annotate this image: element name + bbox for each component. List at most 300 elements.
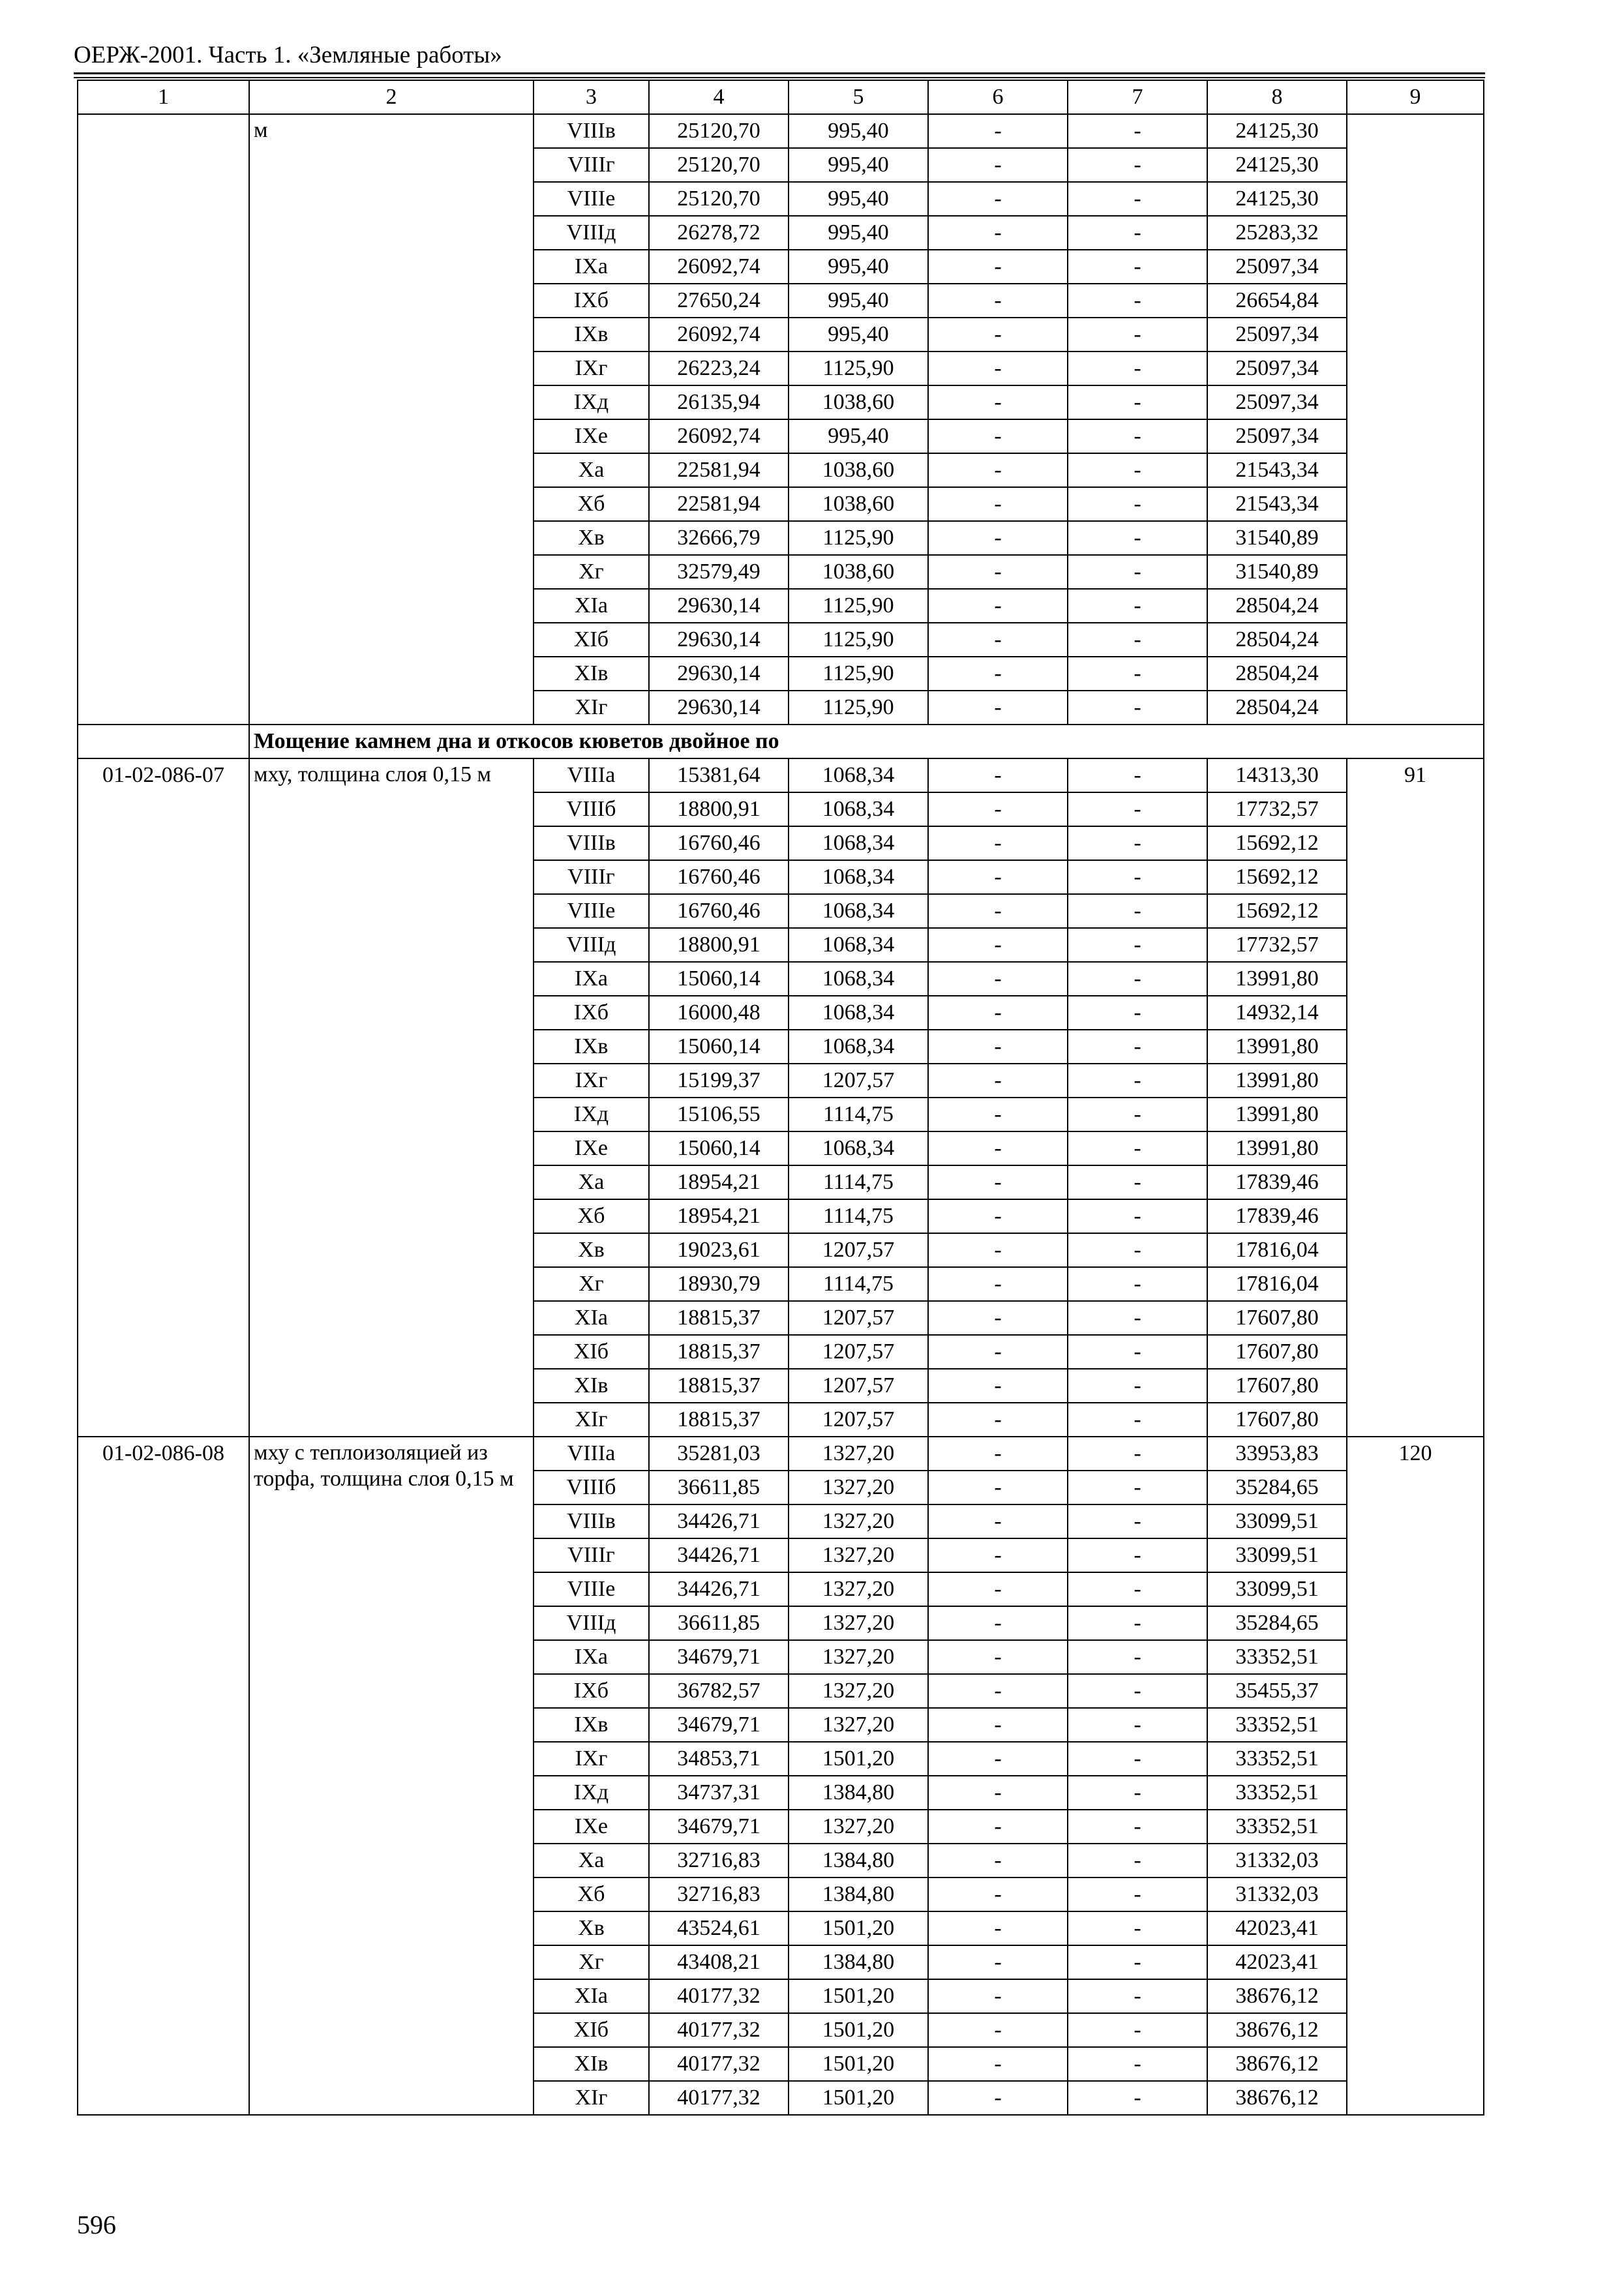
cell-col-7: -: [1068, 352, 1207, 385]
cell-col-5: 1327,20: [789, 1538, 928, 1572]
cell-col-8: 25097,34: [1207, 250, 1347, 284]
cell-col-5: 1327,20: [789, 1810, 928, 1844]
cell-col-8: 33352,51: [1207, 1810, 1347, 1844]
cell-col-3: VIIIб: [534, 792, 649, 826]
cell-col-3: Xв: [534, 1911, 649, 1945]
cell-col-5: 1207,57: [789, 1369, 928, 1403]
cell-col-3: XIв: [534, 1369, 649, 1403]
cell-col-4: 16000,48: [649, 996, 789, 1030]
page-number: 596: [77, 2210, 116, 2239]
cell-col-4: 18815,37: [649, 1369, 789, 1403]
cell-col-8: 25097,34: [1207, 352, 1347, 385]
cell-col-5: 1125,90: [789, 623, 928, 657]
cell-col-6: -: [928, 1233, 1068, 1267]
cell-col-3: Xб: [534, 1199, 649, 1233]
cell-col-6: -: [928, 623, 1068, 657]
work-description: м: [249, 114, 534, 725]
cell-col-8: 31332,03: [1207, 1878, 1347, 1911]
page-header: ОЕРЖ-2001. Часть 1. «Земляные работы»: [74, 42, 502, 68]
cell-col-5: 1327,20: [789, 1504, 928, 1538]
cell-col-5: 1207,57: [789, 1064, 928, 1098]
cell-col-7: -: [1068, 1979, 1207, 2013]
cell-col-5: 1327,20: [789, 1674, 928, 1708]
cell-col-5: 995,40: [789, 114, 928, 148]
cell-col-8: 25097,34: [1207, 318, 1347, 352]
cell-col-3: XIа: [534, 589, 649, 623]
cell-col-5: 995,40: [789, 419, 928, 453]
table-row: [78, 758, 1484, 792]
cell-col-6: -: [928, 2081, 1068, 2115]
col-header: 2: [249, 80, 534, 114]
cell-col-6: -: [928, 792, 1068, 826]
cell-col-4: 18815,37: [649, 1403, 789, 1437]
cell-col-8: 38676,12: [1207, 2013, 1347, 2047]
cell-col-6: -: [928, 657, 1068, 691]
cell-col-8: 42023,41: [1207, 1945, 1347, 1979]
cell-col-5: 1068,34: [789, 1030, 928, 1064]
cell-col-5: 1207,57: [789, 1403, 928, 1437]
cell-col-6: -: [928, 352, 1068, 385]
header-rule-thick: [74, 72, 1485, 74]
cell-col-8: 15692,12: [1207, 826, 1347, 860]
cell-col-5: 995,40: [789, 182, 928, 216]
table-body: [78, 114, 1484, 2115]
cell-col-8: 13991,80: [1207, 1064, 1347, 1098]
cell-col-5: 1068,34: [789, 758, 928, 792]
cell-col-7: -: [1068, 250, 1207, 284]
cell-col-5: 1068,34: [789, 928, 928, 962]
cell-col-6: -: [928, 1572, 1068, 1606]
cell-col-3: XIв: [534, 657, 649, 691]
cell-col-4: 34679,71: [649, 1810, 789, 1844]
cell-col-6: -: [928, 589, 1068, 623]
cell-col-7: -: [1068, 419, 1207, 453]
cell-col-4: 32716,83: [649, 1878, 789, 1911]
cell-col-7: -: [1068, 792, 1207, 826]
cell-col-3: IXв: [534, 318, 649, 352]
cell-col-3: IXд: [534, 1098, 649, 1131]
cell-col-3: VIIIд: [534, 1606, 649, 1640]
cell-col-8: 17607,80: [1207, 1403, 1347, 1437]
cell-col-5: 1068,34: [789, 860, 928, 894]
cell-col-7: -: [1068, 996, 1207, 1030]
cell-col-8: 33352,51: [1207, 1742, 1347, 1776]
cell-col-8: 35284,65: [1207, 1471, 1347, 1504]
cell-col-5: 1125,90: [789, 589, 928, 623]
cell-col-6: -: [928, 284, 1068, 318]
cell-col-6: -: [928, 1538, 1068, 1572]
cell-col-8: 14313,30: [1207, 758, 1347, 792]
cell-col-3: VIIIе: [534, 182, 649, 216]
rate-code: [78, 114, 249, 725]
cell-col-6: -: [928, 691, 1068, 725]
cell-col-3: Xб: [534, 487, 649, 521]
cell-col-3: XIб: [534, 2013, 649, 2047]
cell-col-4: 27650,24: [649, 284, 789, 318]
cell-col-5: 1327,20: [789, 1471, 928, 1504]
cell-col-6: -: [928, 1369, 1068, 1403]
cell-col-6: -: [928, 1131, 1068, 1165]
cell-col-8: 13991,80: [1207, 962, 1347, 996]
cell-col-8: 25097,34: [1207, 385, 1347, 419]
cell-col-6: -: [928, 419, 1068, 453]
cell-col-4: 36611,85: [649, 1471, 789, 1504]
cell-col-7: -: [1068, 589, 1207, 623]
cell-col-4: 35281,03: [649, 1437, 789, 1471]
cell-col-4: 26092,74: [649, 419, 789, 453]
cell-col-6: -: [928, 385, 1068, 419]
cell-col-8: 31540,89: [1207, 555, 1347, 589]
cell-col-6: -: [928, 2013, 1068, 2047]
cell-col-6: -: [928, 928, 1068, 962]
cell-col-4: 40177,32: [649, 2047, 789, 2081]
cell-col-6: -: [928, 555, 1068, 589]
cell-col-3: XIа: [534, 1301, 649, 1335]
cell-col-7: -: [1068, 962, 1207, 996]
cell-col-7: -: [1068, 1131, 1207, 1165]
cell-col-8: 17732,57: [1207, 792, 1347, 826]
cell-col-4: 26092,74: [649, 318, 789, 352]
cell-col-3: IXд: [534, 1776, 649, 1810]
cell-col-3: Xа: [534, 453, 649, 487]
cell-col-4: 36782,57: [649, 1674, 789, 1708]
cell-col-4: 32716,83: [649, 1844, 789, 1878]
cell-col-8: 33099,51: [1207, 1504, 1347, 1538]
cell-col-7: -: [1068, 1064, 1207, 1098]
cell-col-7: -: [1068, 1471, 1207, 1504]
col-9-value: 120: [1347, 1437, 1484, 2115]
cell-col-4: 32666,79: [649, 521, 789, 555]
cell-col-3: VIIIб: [534, 1471, 649, 1504]
cell-col-5: 1068,34: [789, 792, 928, 826]
cell-col-4: 29630,14: [649, 623, 789, 657]
rates-table: [77, 80, 1484, 2116]
cell-col-7: -: [1068, 521, 1207, 555]
cell-col-7: -: [1068, 1369, 1207, 1403]
cell-col-4: 18954,21: [649, 1199, 789, 1233]
col-header: 7: [1068, 80, 1207, 114]
cell-col-7: -: [1068, 1504, 1207, 1538]
cell-col-8: 24125,30: [1207, 182, 1347, 216]
col-header: 9: [1347, 80, 1484, 114]
cell-col-5: 1125,90: [789, 521, 928, 555]
cell-col-3: IXа: [534, 962, 649, 996]
cell-col-3: VIIIд: [534, 928, 649, 962]
cell-col-4: 15381,64: [649, 758, 789, 792]
cell-col-6: -: [928, 1030, 1068, 1064]
cell-col-8: 28504,24: [1207, 691, 1347, 725]
cell-col-6: -: [928, 453, 1068, 487]
cell-col-7: -: [1068, 2047, 1207, 2081]
cell-col-5: 995,40: [789, 284, 928, 318]
cell-col-4: 16760,46: [649, 860, 789, 894]
cell-col-8: 42023,41: [1207, 1911, 1347, 1945]
cell-col-4: 25120,70: [649, 114, 789, 148]
cell-col-4: 18800,91: [649, 928, 789, 962]
cell-col-7: -: [1068, 1776, 1207, 1810]
cell-col-3: IXа: [534, 250, 649, 284]
cell-col-4: 43524,61: [649, 1911, 789, 1945]
cell-col-8: 38676,12: [1207, 1979, 1347, 2013]
col-header: 1: [78, 80, 249, 114]
cell-col-4: 18954,21: [649, 1165, 789, 1199]
cell-col-7: -: [1068, 1165, 1207, 1199]
cell-col-8: 17816,04: [1207, 1233, 1347, 1267]
cell-col-5: 1501,20: [789, 2047, 928, 2081]
cell-col-6: -: [928, 250, 1068, 284]
cell-col-7: -: [1068, 1640, 1207, 1674]
cell-col-6: -: [928, 114, 1068, 148]
cell-col-7: -: [1068, 1911, 1207, 1945]
cell-col-4: 18800,91: [649, 792, 789, 826]
cell-col-3: XIб: [534, 1335, 649, 1369]
cell-col-6: -: [928, 182, 1068, 216]
cell-col-7: -: [1068, 928, 1207, 962]
col-9-value: 91: [1347, 758, 1484, 1437]
cell-col-3: IXб: [534, 284, 649, 318]
cell-col-5: 1038,60: [789, 453, 928, 487]
cell-col-3: Xг: [534, 1267, 649, 1301]
cell-col-8: 33099,51: [1207, 1538, 1347, 1572]
cell-col-3: IXв: [534, 1030, 649, 1064]
cell-col-7: -: [1068, 1098, 1207, 1131]
cell-col-7: -: [1068, 1606, 1207, 1640]
cell-col-7: -: [1068, 114, 1207, 148]
cell-col-6: -: [928, 1471, 1068, 1504]
cell-col-3: Xа: [534, 1844, 649, 1878]
cell-col-5: 1501,20: [789, 1742, 928, 1776]
cell-col-6: -: [928, 1810, 1068, 1844]
cell-col-3: VIIIг: [534, 148, 649, 182]
cell-col-4: 34426,71: [649, 1504, 789, 1538]
cell-col-3: Xг: [534, 1945, 649, 1979]
cell-col-8: 17607,80: [1207, 1301, 1347, 1335]
header-rule-thin: [74, 77, 1485, 78]
cell-col-6: -: [928, 216, 1068, 250]
cell-col-6: -: [928, 1878, 1068, 1911]
cell-col-5: 1114,75: [789, 1165, 928, 1199]
cell-col-7: -: [1068, 385, 1207, 419]
cell-col-8: 33099,51: [1207, 1572, 1347, 1606]
cell-col-3: XIб: [534, 623, 649, 657]
cell-col-3: VIIIг: [534, 1538, 649, 1572]
cell-col-7: -: [1068, 1403, 1207, 1437]
cell-col-5: 1038,60: [789, 385, 928, 419]
cell-col-4: 16760,46: [649, 894, 789, 928]
section-title-row: [78, 725, 1484, 758]
cell-col-5: 1384,80: [789, 1945, 928, 1979]
cell-col-7: -: [1068, 555, 1207, 589]
cell-col-8: 13991,80: [1207, 1030, 1347, 1064]
cell-col-8: 38676,12: [1207, 2047, 1347, 2081]
cell-col-6: -: [928, 962, 1068, 996]
cell-col-3: VIIIд: [534, 216, 649, 250]
cell-col-7: -: [1068, 216, 1207, 250]
cell-col-4: 22581,94: [649, 453, 789, 487]
cell-col-5: 1327,20: [789, 1437, 928, 1471]
cell-col-3: Xб: [534, 1878, 649, 1911]
cell-col-6: -: [928, 1504, 1068, 1538]
cell-col-5: 1384,80: [789, 1844, 928, 1878]
cell-col-5: 1125,90: [789, 691, 928, 725]
cell-col-3: VIIIв: [534, 1504, 649, 1538]
cell-col-8: 24125,30: [1207, 114, 1347, 148]
cell-col-4: 29630,14: [649, 589, 789, 623]
cell-col-8: 33953,83: [1207, 1437, 1347, 1471]
cell-col-4: 43408,21: [649, 1945, 789, 1979]
cell-col-3: IXе: [534, 1131, 649, 1165]
cell-col-4: 34737,31: [649, 1776, 789, 1810]
cell-col-5: 1068,34: [789, 962, 928, 996]
cell-col-3: VIIIе: [534, 894, 649, 928]
cell-col-7: -: [1068, 487, 1207, 521]
cell-col-7: -: [1068, 1844, 1207, 1878]
cell-col-3: IXа: [534, 1640, 649, 1674]
cell-col-5: 1207,57: [789, 1301, 928, 1335]
cell-col-3: IXг: [534, 352, 649, 385]
cell-col-4: 26092,74: [649, 250, 789, 284]
cell-col-6: -: [928, 1708, 1068, 1742]
cell-col-6: -: [928, 1267, 1068, 1301]
cell-col-8: 38676,12: [1207, 2081, 1347, 2115]
cell-col-3: Xа: [534, 1165, 649, 1199]
cell-col-6: -: [928, 1844, 1068, 1878]
cell-col-3: VIIIв: [534, 114, 649, 148]
cell-col-7: -: [1068, 758, 1207, 792]
cell-col-8: 26654,84: [1207, 284, 1347, 318]
cell-col-4: 29630,14: [649, 657, 789, 691]
cell-col-4: 15106,55: [649, 1098, 789, 1131]
cell-col-6: -: [928, 1606, 1068, 1640]
cell-col-8: 31540,89: [1207, 521, 1347, 555]
cell-col-6: -: [928, 1199, 1068, 1233]
cell-col-7: -: [1068, 1199, 1207, 1233]
cell-col-3: VIIIг: [534, 860, 649, 894]
cell-col-6: -: [928, 1335, 1068, 1369]
cell-col-5: 1327,20: [789, 1606, 928, 1640]
cell-col-4: 36611,85: [649, 1606, 789, 1640]
cell-col-8: 35284,65: [1207, 1606, 1347, 1640]
cell-col-3: IXв: [534, 1708, 649, 1742]
cell-col-5: 1038,60: [789, 487, 928, 521]
cell-col-6: -: [928, 1979, 1068, 2013]
cell-col-3: XIв: [534, 2047, 649, 2081]
cell-col-7: -: [1068, 1878, 1207, 1911]
cell-col-5: 1327,20: [789, 1708, 928, 1742]
cell-col-3: VIIIв: [534, 826, 649, 860]
cell-col-7: -: [1068, 453, 1207, 487]
cell-col-6: -: [928, 1165, 1068, 1199]
cell-col-6: -: [928, 1742, 1068, 1776]
cell-col-5: 1384,80: [789, 1878, 928, 1911]
cell-col-7: -: [1068, 2081, 1207, 2115]
cell-col-4: 18815,37: [649, 1335, 789, 1369]
cell-col-3: IXб: [534, 996, 649, 1030]
cell-col-8: 15692,12: [1207, 860, 1347, 894]
cell-col-5: 1114,75: [789, 1098, 928, 1131]
col-header: 5: [789, 80, 928, 114]
cell-col-7: -: [1068, 1810, 1207, 1844]
cell-col-7: -: [1068, 1742, 1207, 1776]
cell-col-7: -: [1068, 1301, 1207, 1335]
cell-col-4: 40177,32: [649, 1979, 789, 2013]
work-description: мху с теплоизоляцией из торфа, толщина слоя 0,15 м: [249, 1437, 534, 2115]
cell-col-7: -: [1068, 148, 1207, 182]
cell-col-4: 34679,71: [649, 1640, 789, 1674]
cell-col-5: 1114,75: [789, 1267, 928, 1301]
cell-col-4: 34853,71: [649, 1742, 789, 1776]
col-9-value: [1347, 114, 1484, 725]
cell-col-4: 40177,32: [649, 2081, 789, 2115]
cell-col-8: 17607,80: [1207, 1335, 1347, 1369]
cell-col-3: XIг: [534, 2081, 649, 2115]
cell-col-7: -: [1068, 1437, 1207, 1471]
cell-col-6: -: [928, 894, 1068, 928]
section-title: Мощение камнем дна и откосов кюветов двойное по: [249, 725, 1484, 758]
cell-col-6: -: [928, 1437, 1068, 1471]
col-header: 4: [649, 80, 789, 114]
cell-col-4: 15060,14: [649, 1131, 789, 1165]
cell-col-6: -: [928, 318, 1068, 352]
cell-col-7: -: [1068, 1335, 1207, 1369]
cell-col-5: 1501,20: [789, 2081, 928, 2115]
cell-col-5: 1327,20: [789, 1640, 928, 1674]
cell-col-7: -: [1068, 860, 1207, 894]
cell-col-8: 33352,51: [1207, 1708, 1347, 1742]
cell-col-8: 17816,04: [1207, 1267, 1347, 1301]
cell-col-6: -: [928, 826, 1068, 860]
col-header: 6: [928, 80, 1068, 114]
cell-col-4: 26223,24: [649, 352, 789, 385]
cell-col-6: -: [928, 1911, 1068, 1945]
cell-col-3: Xв: [534, 1233, 649, 1267]
cell-col-7: -: [1068, 1538, 1207, 1572]
cell-col-4: 15060,14: [649, 962, 789, 996]
cell-col-4: 19023,61: [649, 1233, 789, 1267]
cell-col-7: -: [1068, 1945, 1207, 1979]
cell-col-8: 24125,30: [1207, 148, 1347, 182]
cell-col-3: VIIIа: [534, 1437, 649, 1471]
cell-col-3: IXе: [534, 419, 649, 453]
cell-col-8: 17607,80: [1207, 1369, 1347, 1403]
cell-col-7: -: [1068, 1674, 1207, 1708]
cell-col-5: 1068,34: [789, 894, 928, 928]
cell-col-5: 995,40: [789, 250, 928, 284]
cell-col-8: 25097,34: [1207, 419, 1347, 453]
cell-col-7: -: [1068, 284, 1207, 318]
cell-col-8: 28504,24: [1207, 657, 1347, 691]
cell-col-5: 1068,34: [789, 1131, 928, 1165]
cell-col-5: 1384,80: [789, 1776, 928, 1810]
cell-col-8: 28504,24: [1207, 589, 1347, 623]
cell-col-5: 1327,20: [789, 1572, 928, 1606]
cell-col-3: XIа: [534, 1979, 649, 2013]
cell-col-7: -: [1068, 826, 1207, 860]
cell-col-3: VIIIа: [534, 758, 649, 792]
cell-col-3: VIIIе: [534, 1572, 649, 1606]
cell-col-6: -: [928, 521, 1068, 555]
cell-col-5: 1207,57: [789, 1233, 928, 1267]
cell-col-7: -: [1068, 691, 1207, 725]
cell-col-7: -: [1068, 182, 1207, 216]
cell-col-7: -: [1068, 894, 1207, 928]
cell-col-8: 13991,80: [1207, 1131, 1347, 1165]
cell-col-7: -: [1068, 1233, 1207, 1267]
cell-col-4: 15199,37: [649, 1064, 789, 1098]
cell-col-8: 28504,24: [1207, 623, 1347, 657]
cell-col-3: Xв: [534, 521, 649, 555]
rate-code: 01-02-086-07: [78, 758, 249, 1437]
